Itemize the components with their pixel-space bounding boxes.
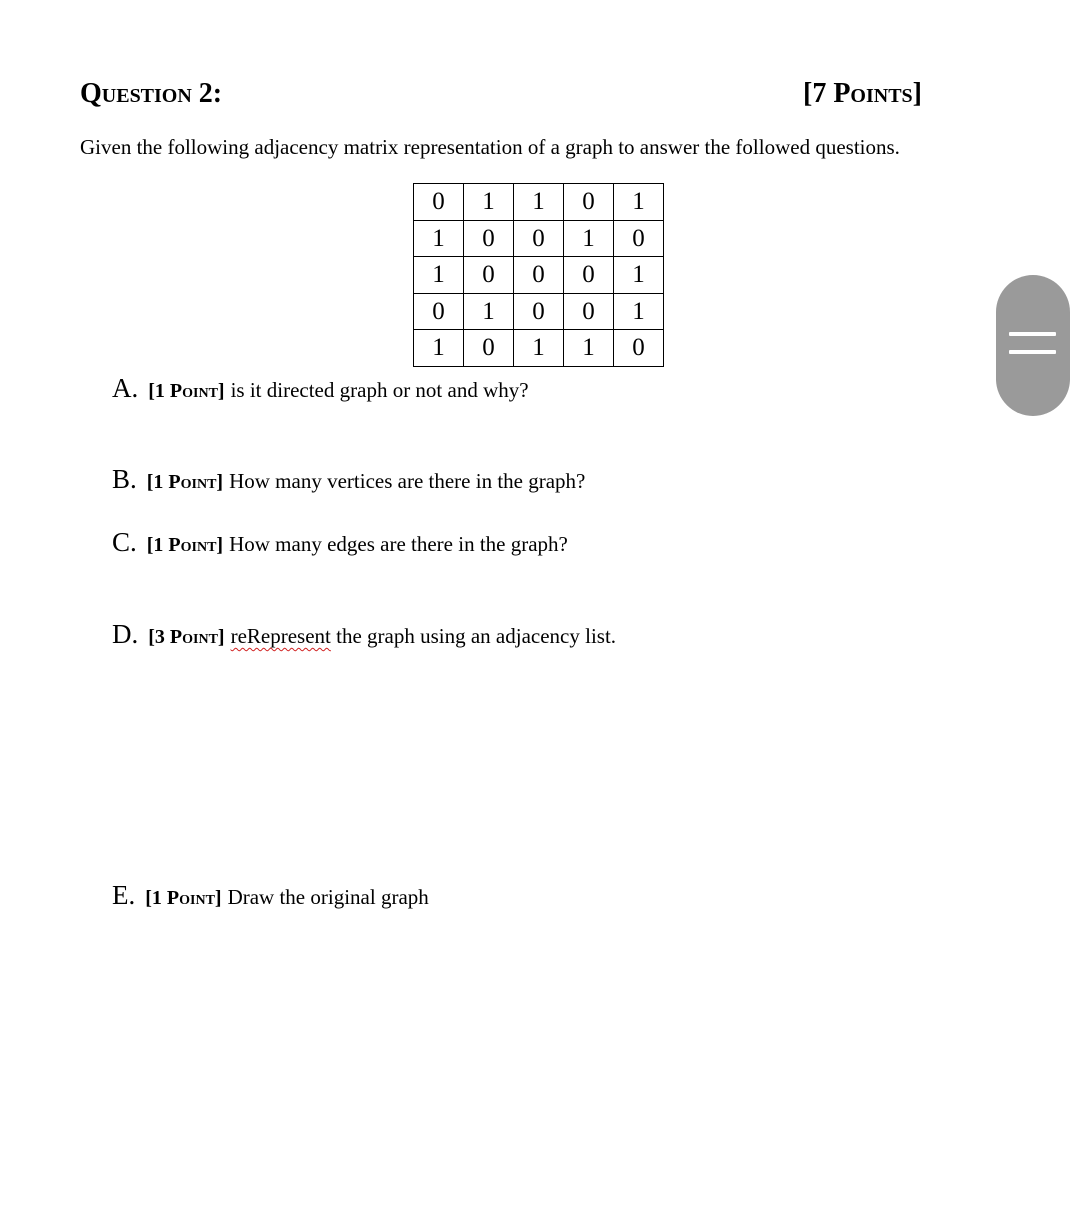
matrix-cell: 1 (564, 220, 614, 257)
matrix-cell: 0 (464, 257, 514, 294)
matrix-cell: 0 (464, 220, 514, 257)
matrix-cell: 0 (414, 293, 464, 330)
matrix-cell: 0 (614, 330, 664, 367)
subquestion-text: Draw the original graph (227, 885, 429, 909)
matrix-cell: 1 (614, 257, 664, 294)
matrix-row (414, 330, 664, 367)
matrix-row (414, 257, 664, 294)
matrix-cell: 1 (614, 184, 664, 221)
spellcheck-word[interactable]: reRepresent (230, 624, 331, 648)
subquestion-text (231, 624, 616, 649)
subquestion-a (112, 373, 529, 404)
subquestion-letter: E. (112, 880, 136, 910)
matrix-cell: 1 (564, 330, 614, 367)
matrix-cell: 0 (464, 330, 514, 367)
subquestion-points: [1 Point] (145, 887, 222, 909)
matrix-row (414, 220, 664, 257)
matrix-cell: 0 (564, 184, 614, 221)
matrix-cell: 1 (614, 293, 664, 330)
subquestion-letter: D. (112, 619, 139, 649)
handle-bar (1009, 350, 1056, 354)
subquestion-e (112, 880, 429, 911)
adjacency-matrix (413, 183, 664, 367)
subquestion-points: [1 Point] (146, 534, 224, 556)
matrix-cell: 1 (414, 330, 464, 367)
matrix-cell: 0 (564, 257, 614, 294)
subquestion-c (112, 527, 568, 558)
drag-handle-icon[interactable] (996, 275, 1070, 416)
handle-bar (1009, 332, 1056, 336)
subquestion-points: [1 Point] (146, 471, 224, 493)
question-intro: Given the following adjacency matrix representation of a graph to answer the followed questions. (80, 135, 900, 159)
matrix-cell: 1 (464, 293, 514, 330)
subquestion-points: [3 Point] (148, 626, 225, 648)
matrix-cell: 0 (614, 220, 664, 257)
matrix-cell: 0 (414, 184, 464, 221)
subquestion-b (112, 464, 585, 495)
matrix-cell: 1 (414, 220, 464, 257)
subquestion-text-rest: the graph using an adjacency list. (330, 624, 617, 648)
subquestion-points: [1 Point] (148, 380, 225, 402)
subquestion-text: How many edges are there in the graph? (229, 532, 568, 556)
question-points: [7 Points] (803, 78, 922, 109)
matrix-cell: 1 (464, 184, 514, 221)
matrix-cell: 0 (514, 257, 564, 294)
matrix-cell: 0 (514, 293, 564, 330)
matrix-cell: 1 (514, 184, 564, 221)
matrix-cell: 0 (564, 293, 614, 330)
matrix-cell: 0 (514, 220, 564, 257)
question-title: Question 2: (80, 78, 223, 109)
subquestion-letter: C. (112, 527, 137, 557)
subquestion-d (112, 619, 616, 650)
matrix-cell: 1 (514, 330, 564, 367)
matrix-cell: 1 (414, 257, 464, 294)
subquestion-text: How many vertices are there in the graph? (229, 469, 586, 493)
matrix-row (414, 293, 664, 330)
subquestion-letter: A. (112, 373, 139, 403)
question-header (80, 78, 922, 110)
subquestion-text: is it directed graph or not and why? (230, 378, 529, 402)
subquestion-letter: B. (112, 464, 137, 494)
matrix-row (414, 184, 664, 221)
